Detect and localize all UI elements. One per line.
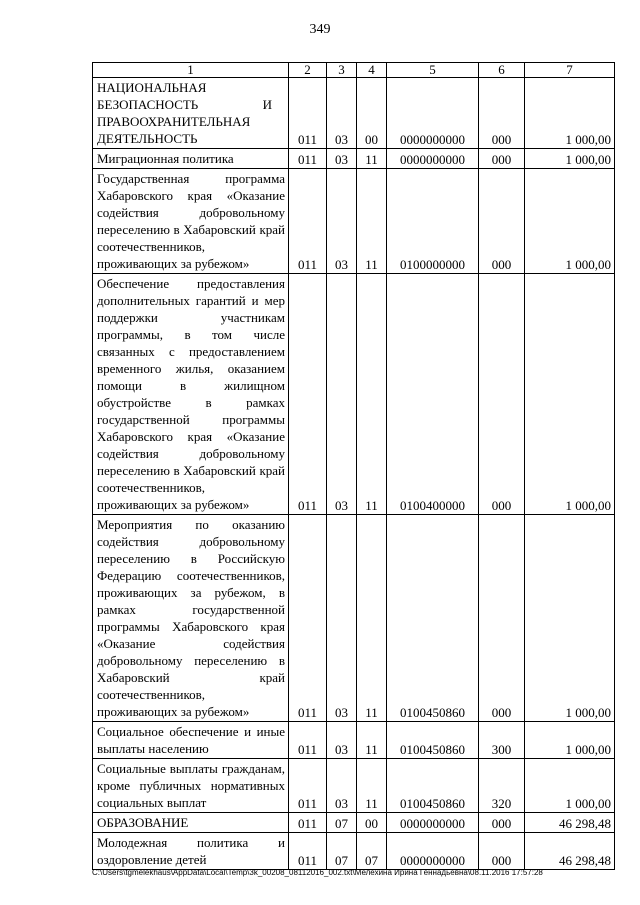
row-code-4: 11 bbox=[357, 169, 387, 274]
budget-table bbox=[92, 62, 615, 870]
row-code-3: 03 bbox=[327, 515, 357, 722]
page-number: 349 bbox=[309, 22, 331, 37]
row-name: Мероприятия по оказанию содействия добровольному переселению в Российскую Федерацию соотечественников, проживающих за рубежом, в рамках государственной программы Хабаровского края «Оказание содействия добровольному переселению в Хабаровский край соотечественников, проживающих за рубежом» bbox=[93, 515, 289, 722]
row-amount: 46 298,48 bbox=[525, 833, 615, 870]
row-code-2: 011 bbox=[289, 274, 327, 515]
row-code-6: 000 bbox=[479, 78, 525, 149]
row-code-2: 011 bbox=[289, 722, 327, 759]
row-code-5: 0000000000 bbox=[387, 149, 479, 169]
row-name: Миграционная политика bbox=[93, 149, 289, 169]
row-code-5: 0100400000 bbox=[387, 274, 479, 515]
row-code-3: 03 bbox=[327, 274, 357, 515]
row-code-3: 03 bbox=[327, 722, 357, 759]
column-header: 6 bbox=[479, 63, 525, 78]
table-row bbox=[93, 78, 615, 149]
row-code-4: 00 bbox=[357, 78, 387, 149]
row-code-3: 07 bbox=[327, 833, 357, 870]
file-path-footer: C:\Users\tgmelekhaus\AppData\Local\Temp\3k_00208_08112016_002.txt\Мелехина Ирина Геннадьевна\08.11.2016 17:57:28 bbox=[92, 868, 543, 877]
row-amount: 1 000,00 bbox=[525, 722, 615, 759]
table-row bbox=[93, 169, 615, 274]
row-code-6: 000 bbox=[479, 169, 525, 274]
row-amount: 1 000,00 bbox=[525, 169, 615, 274]
row-code-4: 11 bbox=[357, 759, 387, 813]
row-code-5: 0100000000 bbox=[387, 169, 479, 274]
row-code-4: 07 bbox=[357, 833, 387, 870]
row-code-2: 011 bbox=[289, 759, 327, 813]
row-code-6: 000 bbox=[479, 515, 525, 722]
row-code-5: 0000000000 bbox=[387, 78, 479, 149]
row-code-2: 011 bbox=[289, 833, 327, 870]
column-header: 1 bbox=[93, 63, 289, 78]
table-header-row bbox=[93, 63, 615, 78]
table-row bbox=[93, 833, 615, 870]
row-amount: 1 000,00 bbox=[525, 759, 615, 813]
row-code-6: 000 bbox=[479, 833, 525, 870]
row-code-6: 000 bbox=[479, 813, 525, 833]
row-code-6: 000 bbox=[479, 274, 525, 515]
row-code-2: 011 bbox=[289, 149, 327, 169]
row-code-6: 300 bbox=[479, 722, 525, 759]
row-code-3: 03 bbox=[327, 169, 357, 274]
row-code-4: 11 bbox=[357, 149, 387, 169]
row-amount: 1 000,00 bbox=[525, 515, 615, 722]
row-amount: 1 000,00 bbox=[525, 78, 615, 149]
row-code-5: 0100450860 bbox=[387, 759, 479, 813]
row-amount: 46 298,48 bbox=[525, 813, 615, 833]
row-amount: 1 000,00 bbox=[525, 149, 615, 169]
table-row bbox=[93, 722, 615, 759]
table-row bbox=[93, 813, 615, 833]
table-row bbox=[93, 149, 615, 169]
column-header: 7 bbox=[525, 63, 615, 78]
row-code-2: 011 bbox=[289, 813, 327, 833]
row-code-4: 11 bbox=[357, 722, 387, 759]
row-code-2: 011 bbox=[289, 515, 327, 722]
row-code-4: 11 bbox=[357, 515, 387, 722]
table-row bbox=[93, 515, 615, 722]
row-name: Обеспечение предоставления дополнительных гарантий и мер поддержки участникам программы, в том числе связанных с предоставлением временного жилья, оказанием помощи в жилищном обустройстве в рамках государственной программы Хабаровского края «Оказание содействия добровольному переселению в Хабаровский край соотечественников, проживающих за рубежом» bbox=[93, 274, 289, 515]
row-code-4: 00 bbox=[357, 813, 387, 833]
row-name: Молодежная политика и оздоровление детей bbox=[93, 833, 289, 870]
column-header: 2 bbox=[289, 63, 327, 78]
row-code-5: 0000000000 bbox=[387, 833, 479, 870]
row-code-5: 0100450860 bbox=[387, 722, 479, 759]
row-code-4: 11 bbox=[357, 274, 387, 515]
row-code-2: 011 bbox=[289, 169, 327, 274]
row-code-3: 03 bbox=[327, 149, 357, 169]
table-row bbox=[93, 759, 615, 813]
row-name: Государственная программа Хабаровского края «Оказание содействия добровольному переселению в Хабаровский край соотечественников, проживающих за рубежом» bbox=[93, 169, 289, 274]
row-name: ОБРАЗОВАНИЕ bbox=[93, 813, 289, 833]
row-amount: 1 000,00 bbox=[525, 274, 615, 515]
row-code-6: 320 bbox=[479, 759, 525, 813]
row-code-2: 011 bbox=[289, 78, 327, 149]
row-code-6: 000 bbox=[479, 149, 525, 169]
row-code-5: 0100450860 bbox=[387, 515, 479, 722]
row-name: НАЦИОНАЛЬНАЯ БЕЗОПАСНОСТЬ И ПРАВООХРАНИТЕЛЬНАЯ ДЕЯТЕЛЬНОСТЬ bbox=[93, 78, 289, 149]
row-code-5: 0000000000 bbox=[387, 813, 479, 833]
row-code-3: 03 bbox=[327, 78, 357, 149]
row-name: Социальные выплаты гражданам, кроме публичных нормативных социальных выплат bbox=[93, 759, 289, 813]
row-code-3: 03 bbox=[327, 759, 357, 813]
column-header: 5 bbox=[387, 63, 479, 78]
table-row bbox=[93, 274, 615, 515]
row-code-3: 07 bbox=[327, 813, 357, 833]
column-header: 4 bbox=[357, 63, 387, 78]
column-header: 3 bbox=[327, 63, 357, 78]
row-name: Социальное обеспечение и иные выплаты населению bbox=[93, 722, 289, 759]
